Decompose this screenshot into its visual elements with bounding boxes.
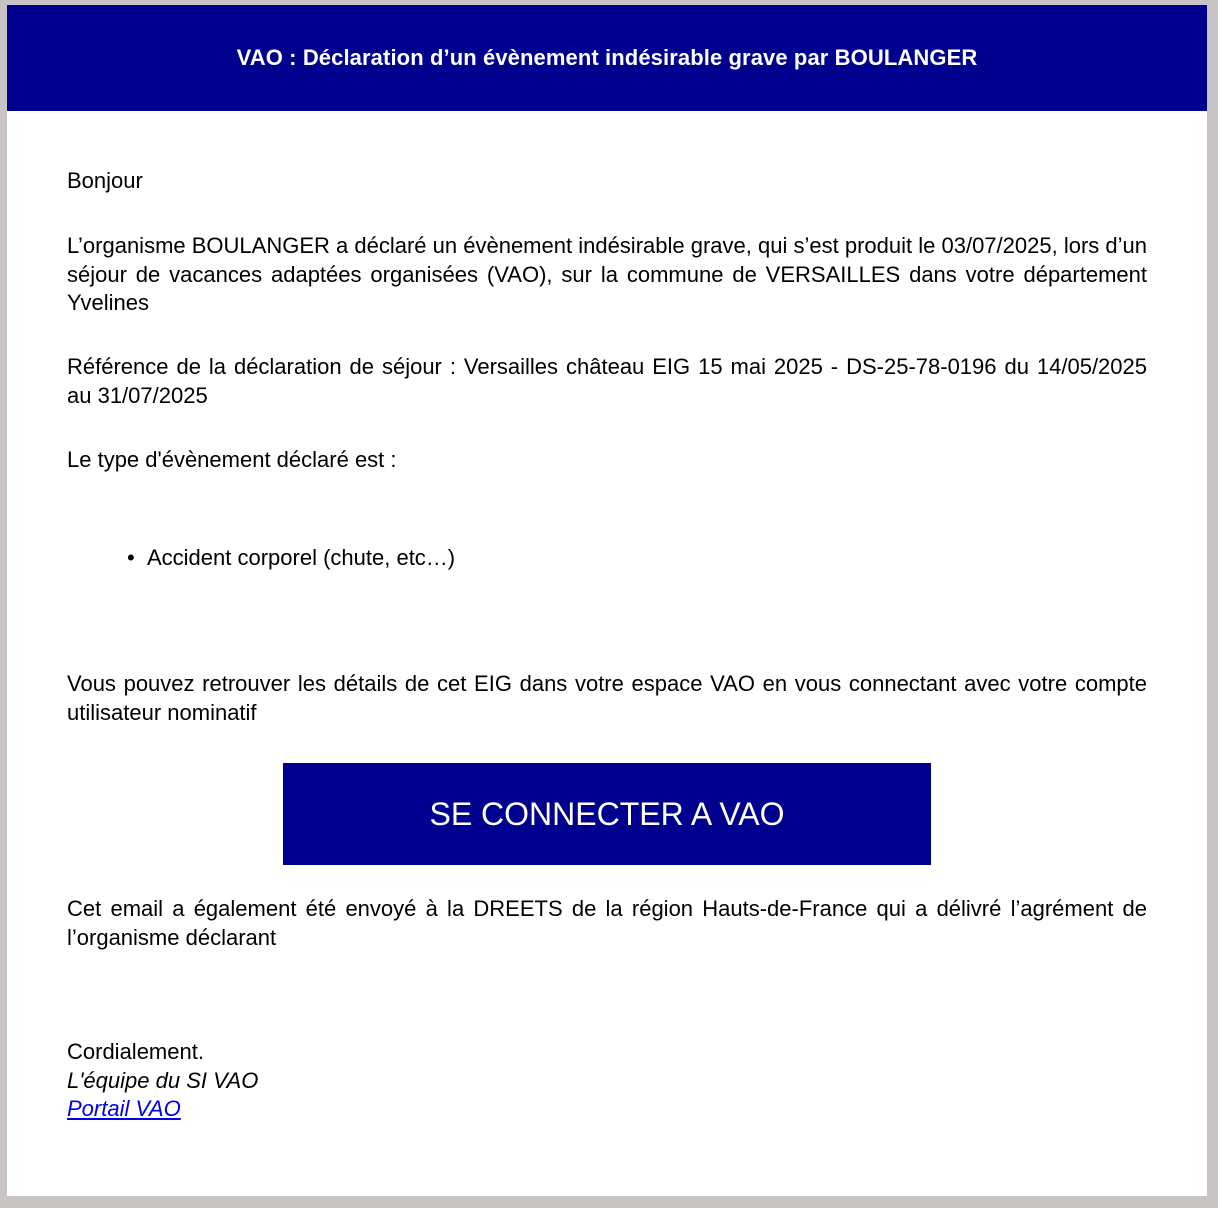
event-type-intro: Le type d'évènement déclaré est : (67, 447, 397, 472)
details-paragraph: Vous pouvez retrouver les détails de cet EIG dans votre espace VAO en vous connectant avec votre compte utilisateur nominatif (67, 671, 1147, 725)
email-title: VAO : Déclaration d’un évènement indésirable grave par BOULANGER (236, 45, 978, 70)
organism-paragraph: L’organisme BOULANGER a déclaré un évènement indésirable grave, qui s’est produit le 03/07/2025, lors d’un séjour de vacances adaptées organisées (VAO), sur la commune de VERSAILLES dans votre département Yvelines (67, 233, 1147, 315)
bullet-icon: • (127, 545, 135, 570)
reference-paragraph: Référence de la déclaration de séjour : Versailles château EIG 15 mai 2025 - DS-25-78-0196 du 14/05/2025 au 31/07/2025 (67, 354, 1147, 408)
list-item (127, 544, 1147, 573)
email-header (7, 5, 1207, 111)
email-card (7, 5, 1207, 1196)
connect-vao-button[interactable]: SE CONNECTER A VAO (283, 763, 931, 865)
event-type-label: Accident corporel (chute, etc…) (147, 545, 456, 570)
team-signature: L'équipe du SI VAO (67, 1067, 259, 1093)
closing-text: Cordialement. (67, 1039, 204, 1064)
event-type-list (67, 544, 1147, 573)
signoff (67, 1038, 1147, 1124)
greeting: Bonjour (67, 168, 143, 193)
cc-paragraph: Cet email a également été envoyé à la DREETS de la région Hauts-de-France qui a délivré l’agrément de l’organisme déclarant (67, 896, 1147, 950)
portal-vao-link[interactable]: Portail VAO (67, 1096, 181, 1121)
cta-container (67, 763, 1147, 865)
